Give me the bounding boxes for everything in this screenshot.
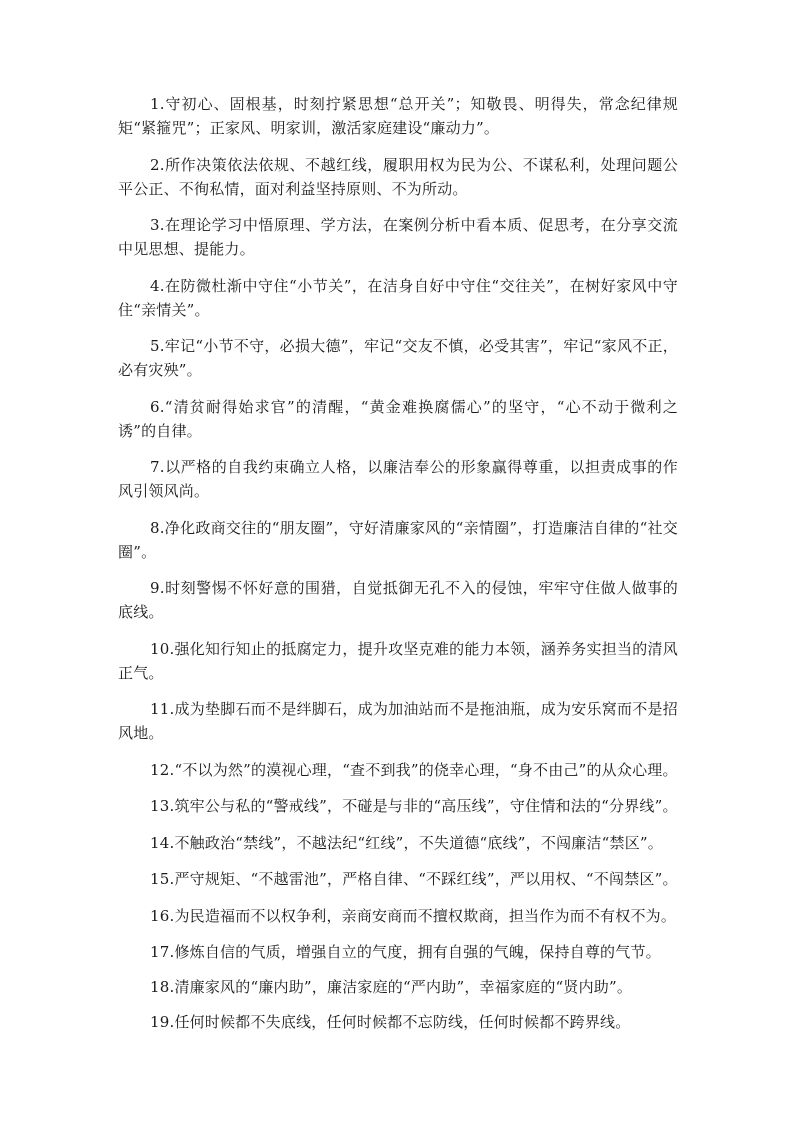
paragraph-8: 8.净化政商交往的“朋友圈”，守好清廉家风的“亲情圈”，打造廉洁自律的“社交圈”。 [118, 518, 678, 561]
paragraph-5: 5.牢记“小节不守，必损大德”，牢记“交友不慎，必受其害”，牢记“家风不正，必有灾殃”。 [118, 337, 678, 379]
paragraph-13: 13.筑牢公与私的“警戒线”，不碰是与非的“高压线”，守住情和法的“分界线”。 [150, 797, 678, 815]
paragraph-14: 14.不触政治“禁线”，不越法纪“红线”，不失道德“底线”，不闯廉洁“禁区”。 [150, 833, 664, 852]
paragraph-4: 4.在防微杜渐中守住“小节关”，在洁身自好中守住“交往关”，在树好家风中守住“亲情关”。 [118, 276, 678, 319]
paragraph-19: 19.任何时候都不失底线，任何时候都不忘防线，任何时候都不跨界线。 [150, 1013, 631, 1031]
paragraph-12: 12.“不以为然”的漠视心理，“查不到我”的侥幸心理，“身不由己”的从众心理。 [150, 760, 678, 779]
paragraph-17: 17.修炼自信的气质，增强自立的气度，拥有自强的气魄，保持自尊的气节。 [150, 943, 661, 961]
paragraph-18: 18.清廉家风的“廉内助”，廉洁家庭的“严内助”，幸福家庭的“贤内助”。 [150, 978, 633, 996]
paragraph-6: 6.“清贫耐得始求官”的清醒，“黄金难换腐儒心”的坚守，“心不动于微利之诱”的自律。 [118, 397, 678, 440]
paragraph-15: 15.严守规矩、“不越雷池”，严格自律、“不踩红线”，严以用权、“不闯禁区”。 [150, 870, 678, 888]
document-body [118, 92, 678, 1045]
paragraph-10: 10.强化知行知止的抵腐定力，提升攻坚克难的能力本领，涵养务实担当的清风正气。 [118, 639, 678, 682]
paragraph-16: 16.为民造福而不以权争利，亲商安商而不擅权欺商，担当作为而不有权不为。 [150, 906, 677, 925]
paragraph-9: 9.时刻警惕不怀好意的围猎，自觉抵御无孔不入的侵蚀，牢牢守住做人做事的底线。 [118, 579, 678, 621]
paragraph-7: 7.以严格的自我约束确立人格，以廉洁奉公的形象赢得尊重，以担责成事的作风引领风尚。 [118, 458, 678, 500]
paragraph-1: 1.守初心、固根基，时刻拧紧思想“总开关”；知敬畏、明得失，常念纪律规矩“紧箍咒”；正家风、明家训，激活家庭建设“廉动力”。 [118, 95, 678, 137]
paragraph-11: 11.成为垫脚石而不是绊脚石，成为加油站而不是拖油瓶，成为安乐窝而不是招风地。 [118, 700, 678, 742]
paragraph-2: 2.所作决策依法依规、不越红线，履职用权为民为公、不谋私利，处理问题公平公正、不徇私情，面对利益坚持原则、不为所动。 [118, 155, 678, 198]
paragraph-3: 3.在理论学习中悟原理、学方法，在案例分析中看本质、促思考，在分享交流中见思想、提能力。 [118, 216, 678, 258]
